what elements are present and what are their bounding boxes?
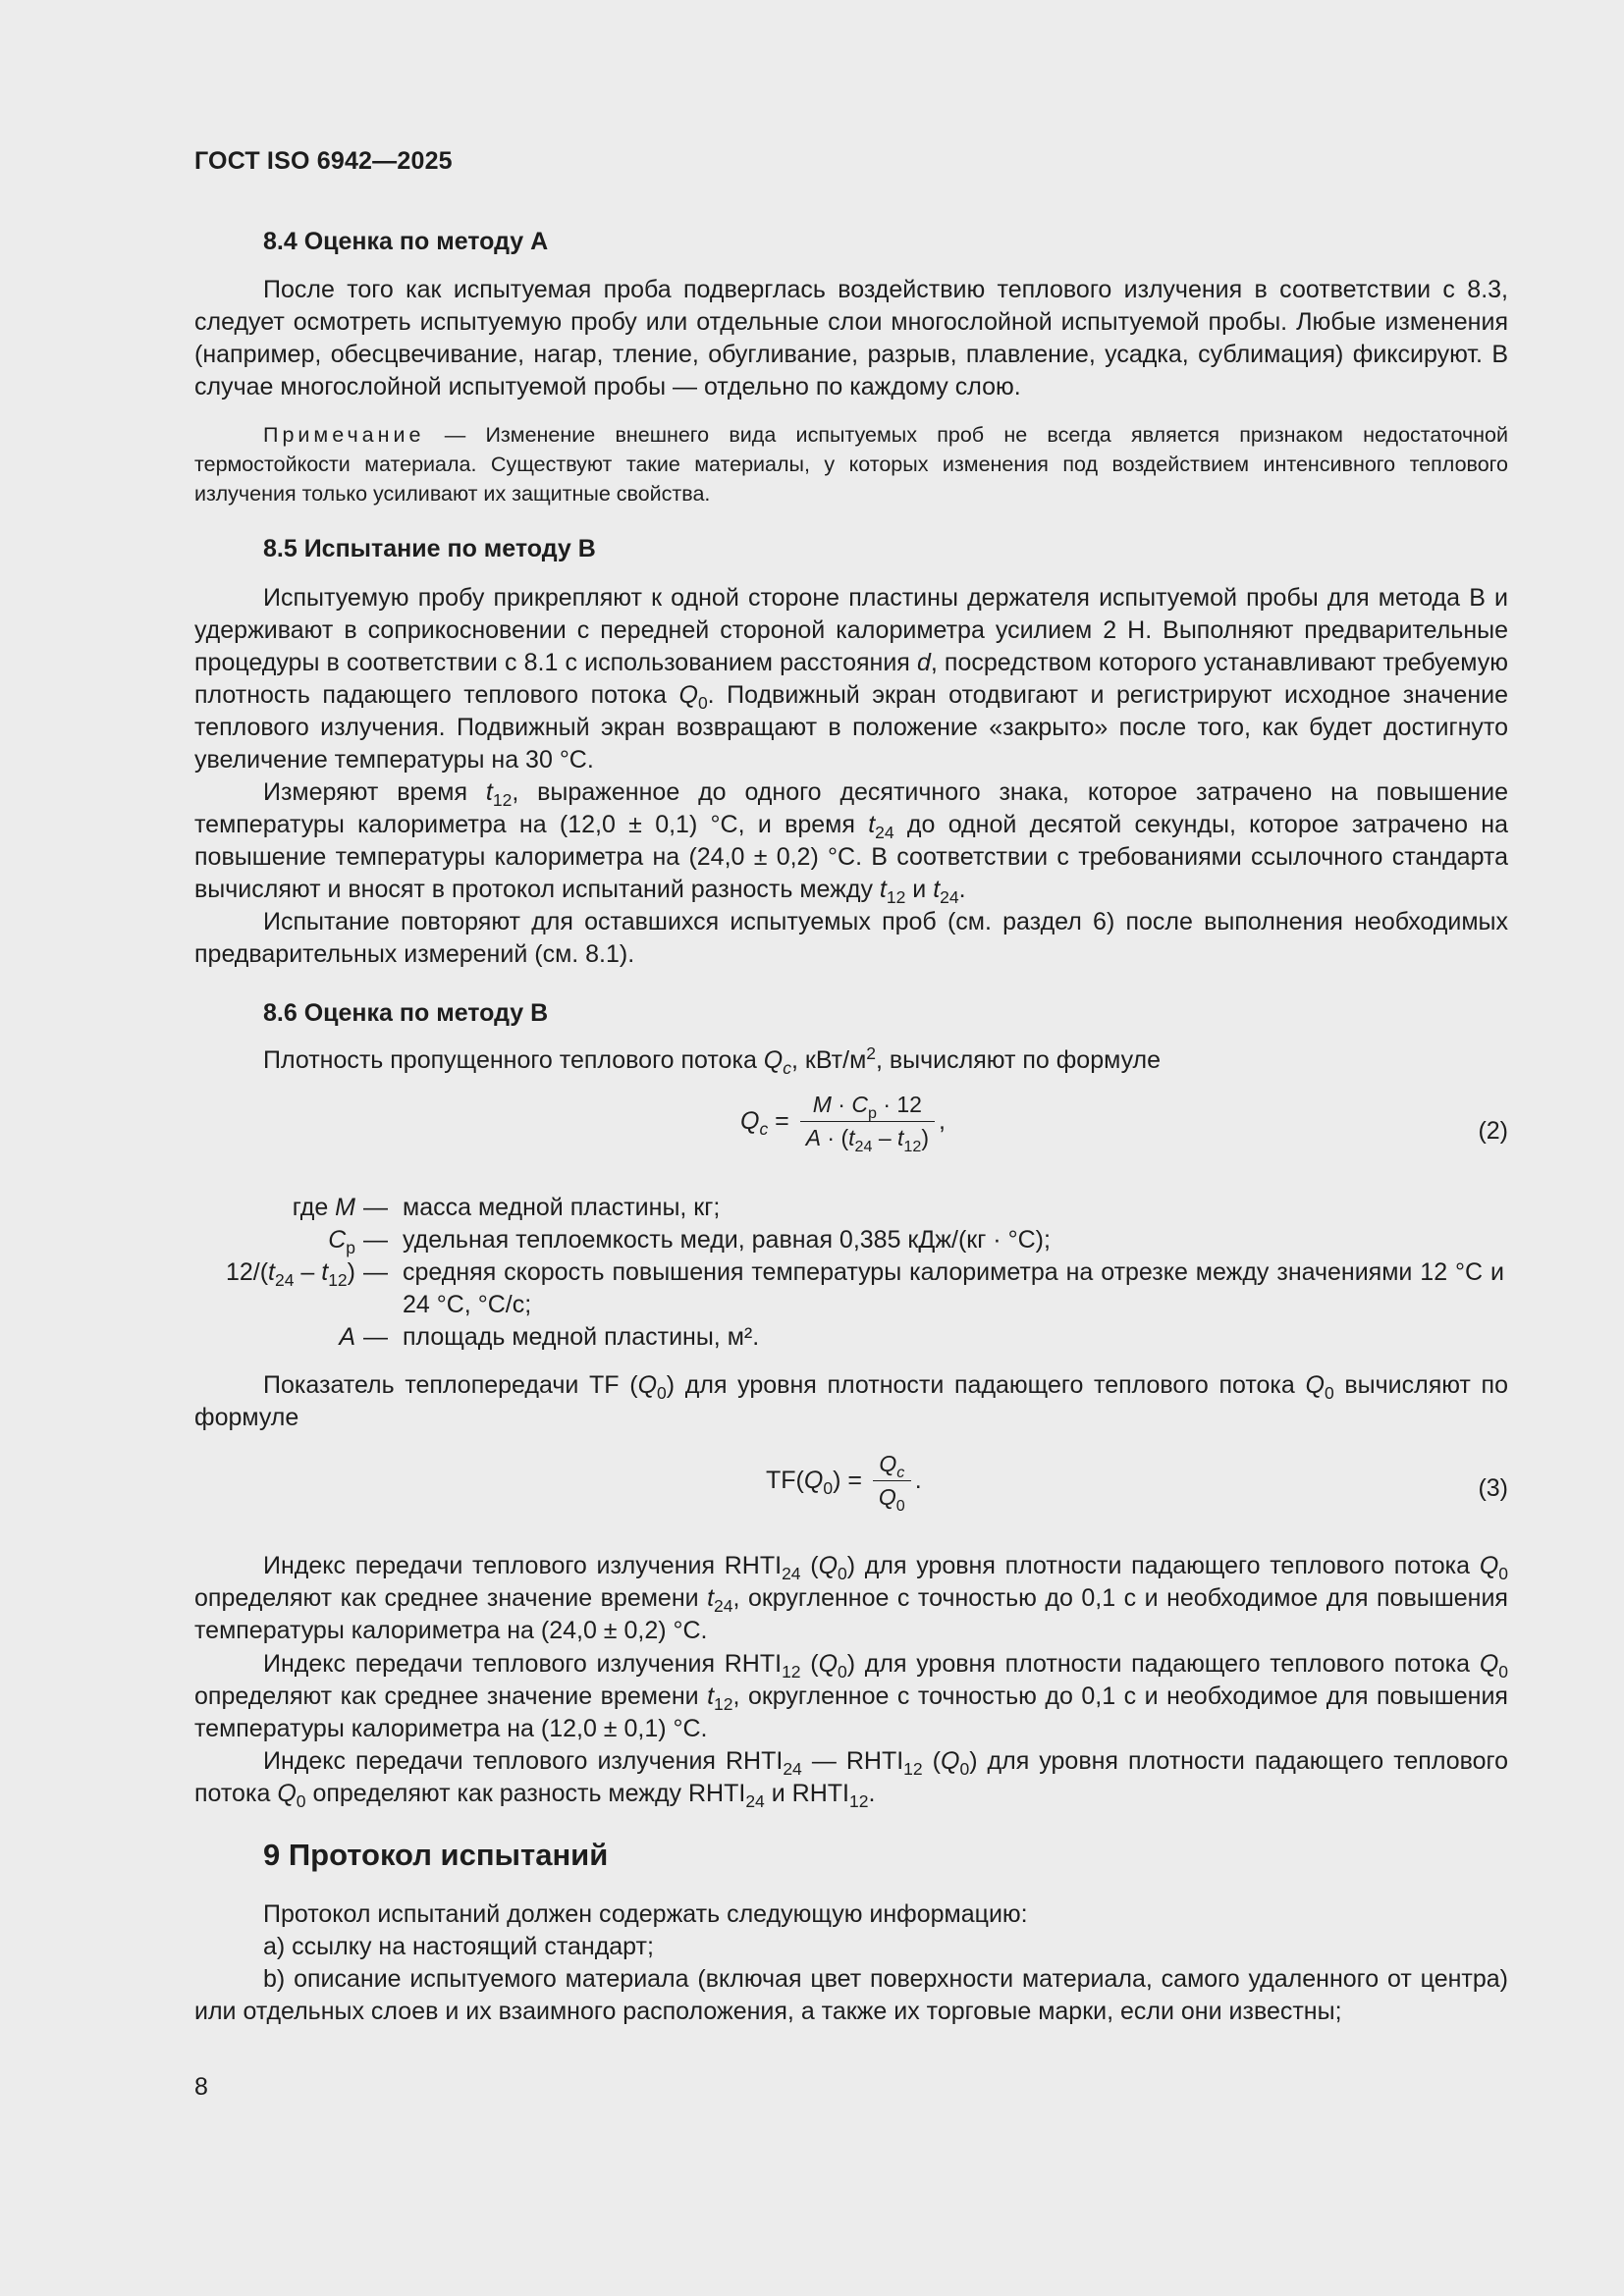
section-8-4-paragraph: После того как испытуемая проба подверглась воздействию теплового излучения в соответствии с 8.3, следует осмотреть испытуемую пробу или отдельные слои многослойной испытуемой пробы. Любые изменения (например, обесцвечивание, нагар, тление, обугливание, разрыв, плавление, усадка, сублимация) фиксируют. В случае многослойной испытуемой пробы — отдельно по каждому слою. [194, 276, 1508, 400]
note-text: — Изменение внешнего вида испытуемых проб не всегда является признаком недостаточной термостойкости материала. Существуют такие материалы, у которых изменения под воздействием интенсивного теплового излучения только усиливают их защитные свойства. [194, 423, 1508, 506]
section-9-item-a: а) ссылку на настоящий стандарт; [263, 1933, 654, 1960]
note-label: Примечание [263, 423, 425, 447]
legend-item: $C_p$ — удельная теплоемкость меди, равная 0,385 кДж/(кг · °С); [328, 1226, 1051, 1257]
section-8-5-paragraph-3: Испытание повторяют для оставшихся испытуемых проб (см. раздел 6) после выполнения необходимых предварительных измерений (см. 8.1). [194, 908, 1508, 968]
rhti12-paragraph: Индекс передачи теплового излучения $RHTI_{12}$ $(Q_0)$ для уровня плотности падающего теплового потока $Q_0$ определяют как среднее значение времени $t_{12}$, округленное с точностью до 0,1 с и необходимое для повышения температуры калориметра на (12,0 ± 0,1) °С. [194, 1650, 1508, 1742]
document-header: ГОСТ ISO 6942—2025 [194, 147, 453, 175]
section-8-5-paragraph-1: Испытуемую пробу прикрепляют к одной стороне пластины держателя испытуемой пробы для метода В и удерживают в соприкосновении с передней стороной калориметра усилием 2 Н. Выполняют предварительные процедуры в соответствии с 8.1 с использованием расстояния d, посредством которого устанавливают требуемую плотность падающего теплового потока $Q_0$. Подвижный экран отодвигают и регистрируют исходное значение теплового излучения. Подвижный экран возвращают в положение «закрыто» после того, как будет достигнуто увеличение температуры на 30 °С. [194, 584, 1508, 774]
equation-number-3: (3) [1478, 1474, 1508, 1502]
section-9-intro: Протокол испытаний должен содержать следующую информацию: [263, 1900, 1028, 1928]
formula-2: $Q_c$ = $\frac{M \cdot C_p \cdot 12}{A \cdot (t_{24} - t_{12})}$ , [740, 1092, 946, 1155]
section-8-6-intro: Плотность пропущенного теплового потока $Q_c$, кВт/$м^2$, вычисляют по формуле [263, 1043, 1162, 1078]
page-number: 8 [194, 2073, 208, 2101]
legend-item: A — площадь медной пластины, м². [339, 1323, 760, 1351]
formula-2-legend [190, 1192, 1504, 1354]
formula-3: $TF(Q_0)$ = $\frac{Q_c}{Q_0}$ . [766, 1451, 922, 1515]
legend-item: $12/(t_{24} - t_{12})$ — средняя скорость повышения температуры калориметра на отрезке между значениями 12 °С и 24 °С, °С/с; [225, 1258, 1504, 1318]
section-8-4-note [194, 420, 1508, 508]
section-8-5-paragraph-2: Измеряют время $t_{12}$, выраженное до одного десятичного знака, которое затрачено на повышение температуры калориметра на (12,0 ± 0,1) °С, и время $t_{24}$ до одной десятой секунды, которое затрачено на повышение температуры калориметра на (24,0 ± 0,2) °С. В соответствии с требованиями ссылочного стандарта вычисляют и вносят в протокол испытаний разность между $t_{12}$ и $t_{24}$. [194, 778, 1508, 907]
section-8-6-heading: 8.6 Оценка по методу В [263, 999, 549, 1027]
legend-item: где M — масса медной пластины, кг; [292, 1194, 721, 1221]
section-9-heading: 9 Протокол испытаний [263, 1838, 609, 1872]
section-8-5-heading: 8.5 Испытание по методу В [263, 535, 596, 562]
section-8-4-heading: 8.4 Оценка по методу А [263, 228, 549, 255]
tf-paragraph: Показатель теплопередачи TF $(Q_0)$ для уровня плотности падающего теплового потока $Q_0$ вычисляют по формуле [194, 1371, 1508, 1431]
rhti24-paragraph: Индекс передачи теплового излучения $RHTI_{24}$ $(Q_0)$ для уровня плотности падающего теплового потока $Q_0$ определяют как среднее значение времени $t_{24}$, округленное с точностью до 0,1 с и необходимое для повышения температуры калориметра на (24,0 ± 0,2) °С. [194, 1552, 1508, 1644]
equation-number-2: (2) [1478, 1117, 1508, 1145]
section-9-item-b: b) описание испытуемого материала (включая цвет поверхности материала, самого удаленного от центра) или отдельных слоев и их взаимного расположения, а также их торговые марки, если они известны; [194, 1965, 1508, 2025]
rhti-diff-paragraph: Индекс передачи теплового излучения $RHTI_{24}$ — $RHTI_{12}$ $(Q_0)$ для уровня плотности падающего теплового потока $Q_0$ определяют как разность между $RHTI_{24}$ и $RHTI_{12}$. [194, 1747, 1508, 1811]
